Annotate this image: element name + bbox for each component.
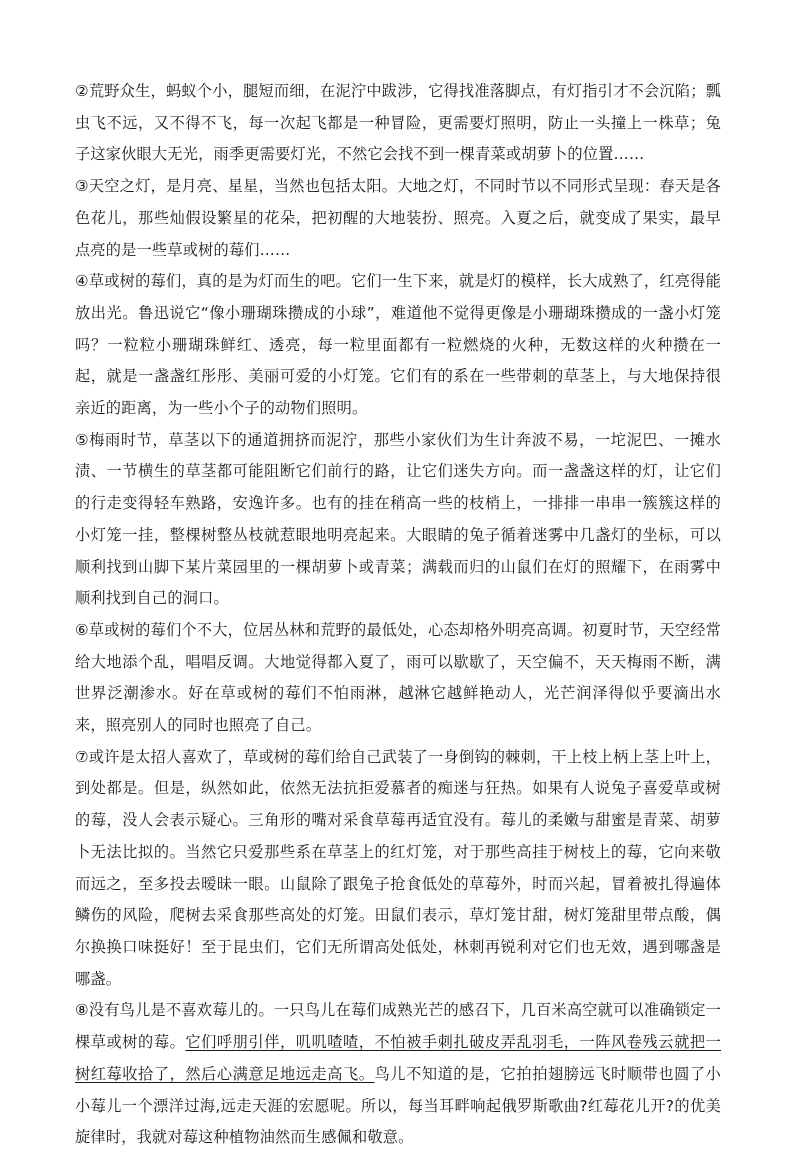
paragraph-5: ⑤梅雨时节，草茎以下的通道拥挤而泥泞，那些小家伙们为生计奔波不易，一坨泥巴、一摊水渍、一节横生的草茎都可能阻断它们前行的路，让它们迷失方向。而一盏盏这样的灯，让它们的行走变得轻车熟路，安逸许多。也有的挂在稍高一些的枝梢上，一排排一串串一簇簇这样的小灯笼一挂，整棵树整丛枝就惹眼地明亮起来。大眼睛的兔子循着迷雾中几盏灯的坐标，可以顺利找到山脚下某片菜园里的一棵胡萝卜或青菜；满载而归的山鼠们在灯的照耀下，在雨雾中顺利找到自己的洞口。 (75, 430, 721, 608)
article-body (75, 76, 721, 1154)
paragraph-8-conclusion: 鸟儿不知道的是，它拍拍翅膀远飞时顺带也圆了小小莓儿一个漂洋过海,远走天涯的宏愿呢。所以，每当耳畔响起俄罗斯歌曲?红莓花儿开?的优美旋律时，我就对莓这种植物油然而生感佩和敬意。 (75, 1064, 721, 1147)
paragraph-8-intro: ⑧没有鸟儿是不喜欢莓儿的。一只鸟儿在莓们成熟光芒的感召下，几百米高空就可以准确锁定一棵草或树的莓。 (75, 1001, 721, 1052)
paragraph-2: ②荒野众生，蚂蚁个小，腿短而细，在泥泞中跋涉，它得找准落脚点，有灯指引才不会沉陷；瓢虫飞不远，又不得不飞，每一次起飞都是一种冒险，更需要灯照明，防止一头撞上一株草；兔子这家伙眼大无光，雨季更需要灯光，不然它会找不到一棵青菜或胡萝卜的位置…… (75, 82, 721, 164)
paragraph-7: ⑦或许是太招人喜欢了，草或树的莓们给自己武装了一身倒钩的棘刺，干上枝上柄上茎上叶上，到处都是。但是，纵然如此，依然无法抗拒爱慕者的痴迷与狂热。如果有人说兔子喜爱草或树的莓，没人会表示疑心。三角形的嘴对采食草莓再适宜没有。莓儿的柔嫩与甜蜜是青菜、胡萝卜无法比拟的。当然它只爱那些系在草茎上的红灯笼，对于那些高挂于树枝上的莓，它向来敬而远之，至多投去暧昧一眼。山鼠除了跟兔子抢食低处的草莓外，时而兴起，冒着被扎得遍体鳞伤的风险，爬树去采食那些高处的灯笼。田鼠们表示，草灯笼甘甜，树灯笼甜里带点酸，偶尔换换口味挺好！至于昆虫们，它们无所谓高处低处，林刺再锐利对它们也无效，遇到哪盏是哪盏。 (75, 747, 721, 988)
paragraph-3: ③天空之灯，是月亮、星星，当然也包括太阳。大地之灯，不同时节以不同形式呈现：春天是各色花儿，那些灿假设繁星的花朵，把初醒的大地装扮、照亮。入夏之后，就变成了果实，最早点亮的是一些草或树的莓们…… (75, 177, 721, 259)
paragraph-8-underlined-sentence: 它们呼朋引伴，叽叽喳喳，不怕被手刺扎破皮弄乱羽毛，一阵风卷残云就把一树红莓收拾了，然后心满意足地远走高飞。 (75, 1033, 721, 1083)
paragraph-8 (75, 995, 721, 1154)
paragraph-4: ④草或树的莓们，真的是为灯而生的吧。它们一生下来，就是灯的模样，长大成熟了，红亮得能放出光。鲁迅说它“像小珊瑚珠攒成的小球”，难道他不觉得更像是小珊瑚珠攒成的一盏小灯笼吗？一粒粒小珊瑚珠鲜红、透亮，每一粒里面都有一粒燃烧的火种，无数这样的火种攒在一起，就是一盏盏红彤彤、美丽可爱的小灯笼。它们有的系在一些带刺的草茎上，与大地保持很亲近的距离，为一些小个子的动物们照明。 (75, 272, 721, 418)
paragraph-6: ⑥草或树的莓们个不大，位居丛林和荒野的最低处，心态却格外明亮高调。初夏时节，天空经常给大地添个乱，唱唱反调。大地觉得都入夏了，雨可以歇歇了，天空偏不，天天梅雨不断，满世界泛潮渗水。好在草或树的莓们不怕雨淋，越淋它越鲜艳动人，光芒润泽得似乎要滴出水来，照亮别人的同时也照亮了自己。 (75, 620, 721, 735)
